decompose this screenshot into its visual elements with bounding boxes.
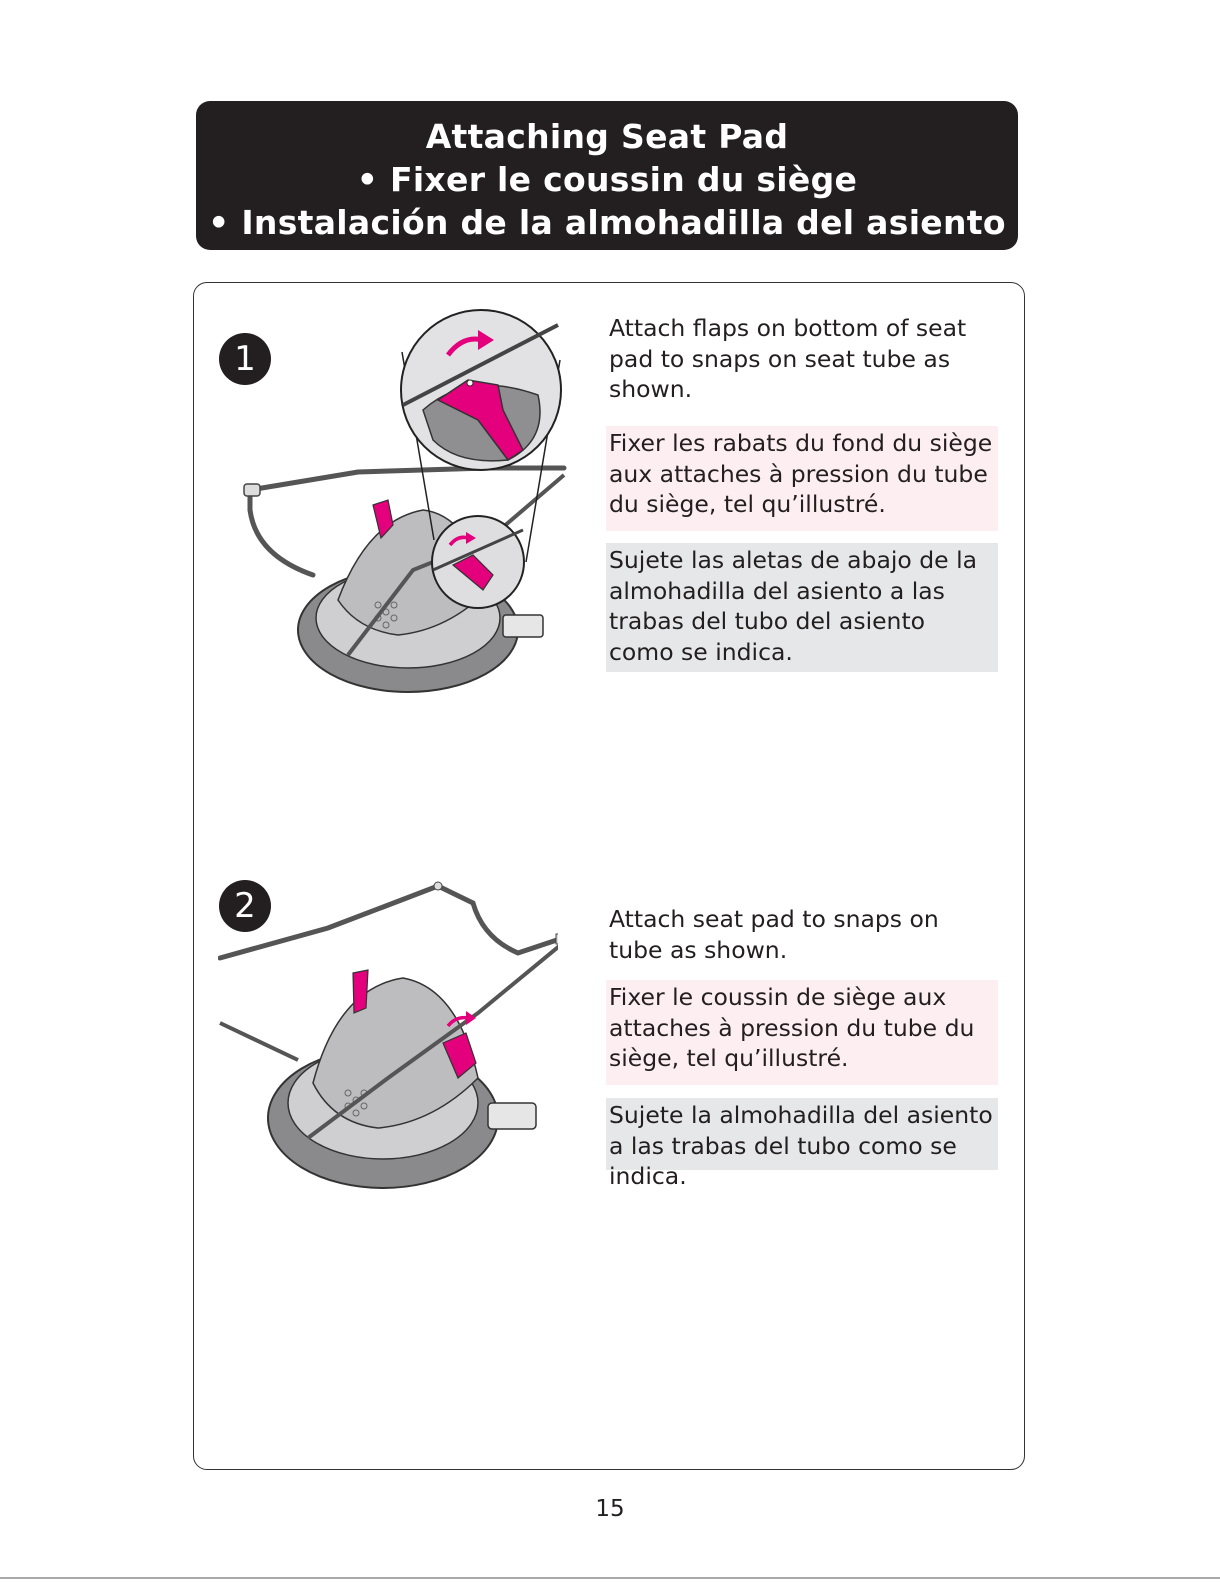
- step-2-badge: 2: [219, 880, 271, 932]
- step-1-text-english: Attach flaps on bottom of seat pad to snaps on seat tube as shown.: [609, 314, 967, 403]
- bottom-divider: [0, 1577, 1220, 1579]
- step-1-illustration: [238, 300, 568, 705]
- title-french: • Fixer le coussin du siège: [356, 160, 858, 199]
- step-2-text-spanish: Sujete la almohadilla del asiento a las trabas del tubo como se indica.: [606, 1098, 998, 1170]
- step-1-badge: 1: [219, 333, 271, 385]
- step-2-text-french: Fixer le coussin de siège aux attaches à pression du tube du siège, tel qu’illustré.: [606, 980, 998, 1085]
- step-2-text-english: Attach seat pad to snaps on tube as shown.: [609, 905, 939, 964]
- step-1-text-spanish: Sujete las aletas de abajo de la almohadilla del asiento a las trabas del tubo del asiento como se indica.: [606, 543, 998, 672]
- title-english: Attaching Seat Pad: [425, 117, 789, 156]
- step-2-illustration: [218, 878, 558, 1198]
- step-1-text-french: Fixer les rabats du fond du siège aux attaches à pression du tube du siège, tel qu’illustré.: [606, 426, 998, 531]
- page-number: 15: [595, 1496, 625, 1522]
- title-banner: [196, 101, 1018, 250]
- title-spanish: • Instalación de la almohadilla del asiento: [208, 203, 1006, 242]
